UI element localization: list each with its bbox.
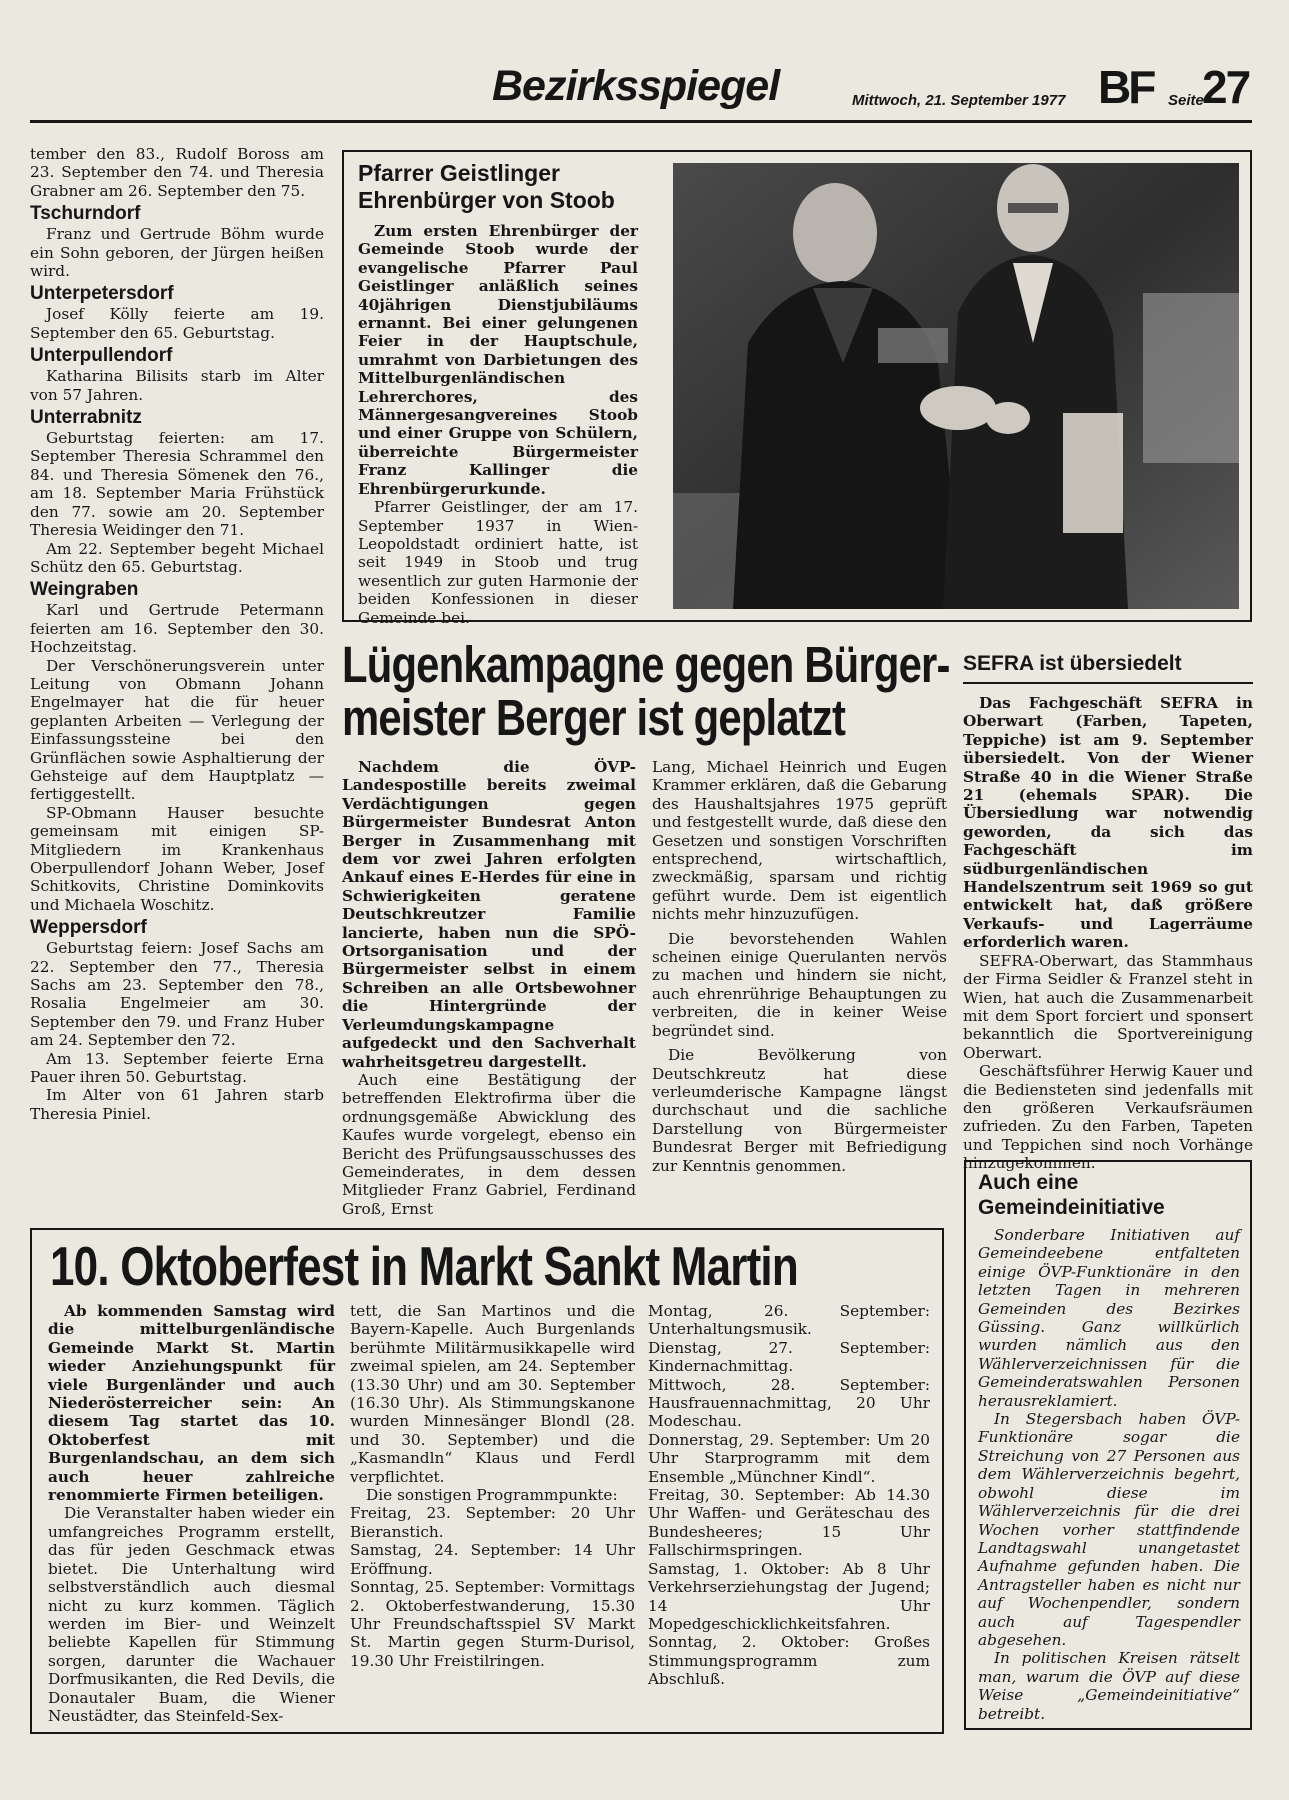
sefra-headline: SEFRA ist übersiedelt (963, 652, 1253, 684)
schedule-item: Sonntag, 2. Oktober: Großes Stimmungsprogramm zum Abschluß. (648, 1633, 930, 1689)
paragraph: Der Verschönerungsverein unter Leitung von Obmann Johann Engelmayer hat die für heuer geplanten Arbeiten — Verlegung der Einfassungssteine bei den Grünflächen sowie Asphaltierung der Gehsteige auf dem Hauptplatz — fertiggestellt. (30, 656, 324, 804)
schedule-item: Samstag, 1. Oktober: Ab 8 Uhr Verkehrserziehungstag der Jugend; 14 Uhr Mopedgeschicklichkeitsfahren. (648, 1559, 930, 1633)
schedule-item: Dienstag, 27. September: Kindernachmittag. (648, 1338, 930, 1376)
section-heading-weingraben: Weingraben (30, 579, 139, 601)
schedule-item: Freitag, 23. September: 20 Uhr Bieranstich. (350, 1504, 635, 1541)
page-number: 27 (1202, 61, 1250, 113)
main-headline-line1: Lügenkampagne gegen Bürger- (342, 636, 950, 693)
paragraph: Die Bevölkerung von Deutschkreutz hat diese verleumderische Kampagne längst durchschaut und die sachliche Darstellung von Bürgermeister Bundesrat Berger mit Befriedigung zur Kenntnis genommen. (652, 1046, 947, 1175)
stoob-headline: Pfarrer Geistlinger Ehrenbürger von Stoob (358, 160, 615, 213)
paragraph: Die sonstigen Programmpunkte: (366, 1486, 618, 1505)
paragraph: Franz und Gertrude Böhm wurde ein Sohn geboren, der Jürgen heißen wird. (30, 225, 324, 281)
paragraph: Josef Kölly feierte am 19. September den 65. Geburtstag. (30, 305, 324, 342)
section-title: Bezirksspiegel (492, 62, 780, 110)
paragraph: In Stegersbach haben ÖVP-Funktionäre sogar die Streichung von 27 Personen aus dem Wählerverzeichnis begehrt, obwohl diese im Wählerverzeichnis für die drei Wochen vorher stattfindende Landtagswahl unangetastet Aufnahme gefunden haben. Die Antragsteller haben es nicht nur auf Wochenpendler, sondern auch auf Tagespendler abgesehen. (978, 1410, 1240, 1649)
oktoberfest-lead: Ab kommenden Samstag wird die mittelburgenländische Gemeinde Markt St. Martin wieder Anziehungspunkt für viele Burgenländer und auch Niederösterreicher sein: An diesem Tag startet das 10. Oktoberfest mit Burgenlandschau, an dem sich auch heuer zahlreiche renommierte Firmen beteiligen. (48, 1302, 335, 1505)
paragraph: In politischen Kreisen rätselt man, warum die ÖVP auf diese Weise „Gemeindeinitiative“ betreibt. (978, 1649, 1240, 1723)
paragraph: SP-Obmann Hauser besuchte gemeinsam mit einigen SP-Mitgliedern im Krankenhaus Oberpullendorf Johann Weber, Josef Schitkovits, Christine Dominkovits und Michaela Woschitz. (30, 803, 324, 914)
section-heading-unterpetersdorf: Unterpetersdorf (30, 283, 174, 305)
section-heading-weppersdorf: Weppersdorf (30, 917, 147, 939)
schedule-item: Donnerstag, 29. September: Um 20 Uhr Starprogramm mit dem Ensemble „Münchner Kindl“. (648, 1430, 930, 1486)
paragraph: Am 13. September feierte Erna Pauer ihren 50. Geburtstag. (30, 1049, 324, 1087)
paragraph: Lang, Michael Heinrich und Eugen Krammer erklären, daß die Gebarung des Haushaltsjahres 1975 geprüft und festgestellt wurde, daß diese den Gesetzen und sonstigen Vorschriften entsprechend, wirtschaftlich, zweckmäßig, sparsam und richtig geführt wurde. Dem ist eigentlich nichts mehr hinzuzufügen. (652, 758, 947, 924)
main-story-column-1 (342, 758, 636, 1218)
issue-date: Mittwoch, 21. September 1977 (852, 92, 1066, 109)
initiative-headline: Auch eine Gemeindeinitiative (978, 1171, 1165, 1219)
main-headline-line2: meister Berger ist geplatzt (342, 689, 846, 746)
main-story-column-2 (652, 758, 947, 1175)
oktoberfest-column-3 (648, 1302, 930, 1689)
left-intro: tember den 83., Rudolf Boross am 23. September den 74. und Theresia Grabner am 26. September den 75. (30, 145, 324, 200)
schedule-item: Sonntag, 25. September: Vormittags 2. Oktoberfestwanderung, 15.30 Uhr Freundschaftsspiel SV Markt St. Martin gegen Sturm-Durisol, 19.30 Uhr Freistilringen. (350, 1578, 635, 1670)
oktoberfest-column-2 (350, 1302, 635, 1670)
paragraph: Katharina Bilisits starb im Alter von 57 Jahren. (30, 367, 324, 404)
paragraph: Sonderbare Initiativen auf Gemeindeebene entfalteten einige ÖVP-Funktionäre in den letzten Tagen in mehreren Gemeinden des Bezirkes Güssing. Ganz willkürlich wurden nämlich aus den Wählerverzeichnissen für die Gemeinderatswahlen Personen herausreklamiert. (978, 1226, 1240, 1410)
paragraph: Am 22. September begeht Michael Schütz den 65. Geburtstag. (30, 539, 324, 576)
paragraph: Geschäftsführer Herwig Kauer und die Bediensteten sind jedenfalls mit den größeren Verkaufsräumen zufrieden. Zu den Farben, Tapeten und Teppichen sind noch Vorhänge hinzugekommen. (963, 1062, 1253, 1173)
schedule-item: Montag, 26. September: Unterhaltungsmusik. (648, 1302, 930, 1339)
paragraph: Die bevorstehenden Wahlen scheinen einige Querulanten nervös zu machen und hindern sie nicht, auch ehrenrührige Behauptungen zu verbreiten, die in keiner Weise begründet sind. (652, 929, 947, 1040)
section-heading-unterpullendorf: Unterpullendorf (30, 345, 173, 367)
paragraph: Im Alter von 61 Jahren starb Theresia Piniel. (30, 1086, 324, 1123)
schedule-item: Freitag, 30. September: Ab 14.30 Uhr Waffen- und Geräteschau des Bundesheeres; 15 Uhr Fallschirmspringen. (648, 1486, 930, 1560)
main-story-lead: Nachdem die ÖVP-Landespostille bereits zweimal Verdächtigungen gegen Bürgermeister Bundesrat Anton Berger in Zusammenhang mit dem vor zwei Jahren erfolgten Ankauf eines E-Herdes für eine in Schwierigkeiten geratene Deutschkreutzer Familie lancierte, haben nun die SPÖ-Ortsorganisation und der Bürgermeister selbst in einem Schreiben an alle Ortsbewohner die Hintergründe der Verleumdungskampagne aufgedeckt und den Sachverhalt wahrheitsgetreu dargestellt. (342, 758, 636, 1071)
paragraph: Karl und Gertrude Petermann feierten am 16. September den 30. Hochzeitstag. (30, 601, 324, 657)
paragraph: Geburtstag feiern: Josef Sachs am 22. September den 77., Theresia Sachs am 23. September den 78., Rosalia Engelmeier am 30. September den 79. und Franz Huber am 24. September den 72. (30, 939, 324, 1050)
page-label: Seite (1168, 92, 1204, 109)
section-heading-tschurndorf: Tschurndorf (30, 203, 141, 225)
masthead-logo: BF (1098, 61, 1154, 113)
sefra-lead: Das Fachgeschäft SEFRA in Oberwart (Farben, Tapeten, Teppiche) ist am 9. September übersiedelt. Von der Wiener Straße 40 in die Wiener Straße 21 (ehemals SPAR). Die Übersiedlung war notwendig geworden, da sich das Fachgeschäft im südburgenländischen Handelszentrum seit 1969 so gut entwickelt hat, daß größere Verkaufs- und Lagerräume erforderlich waren. (963, 694, 1253, 952)
stoob-paragraph: Pfarrer Geistlinger, der am 17. September 1937 in Wien-Leopoldstadt ordiniert hatte, ist seit 1949 in Stoob und trug wesentlich zur guten Harmonie der beiden Konfessionen in dieser Gemeinde bei. (358, 498, 638, 627)
section-heading-unterrabnitz: Unterrabnitz (30, 407, 142, 429)
paragraph: Geburtstag feierten: am 17. September Theresia Schrammel den 84. und Theresia Sömenek den 76., am 18. September Maria Frühstück den 77. sowie am 20. September Theresia Weidinger den 71. (30, 429, 324, 540)
ceremony-photo (673, 163, 1239, 609)
paragraph: tett, die San Martinos und die Bayern-Kapelle. Auch Burgenlands berühmte Militärmusikkapelle wird zweimal spielen, am 24. September (13.30 Uhr) und am 30. September (16.30 Uhr). Als Stimmungskanone wurden Minnesänger Blondl (28. und 30. September) und die „Kasmandln“ Klaus und Ferdl verpflichtet. (350, 1302, 635, 1486)
stoob-lead: Zum ersten Ehrenbürger der Gemeinde Stoob wurde der evangelische Pfarrer Paul Geistlinger anläßlich seines 40jährigen Dienstjubiläums ernannt. Bei einer gelungenen Feier in der Hauptschule, umrahmt von Darbietungen des Mittelburgenländischen Lehrerchores, des Männergesangvereines Stoob und einer Gruppe von Schülern, überreichte Bürgermeister Franz Kallinger die Ehrenbürgerurkunde. (358, 222, 638, 498)
paragraph: SEFRA-Oberwart, das Stammhaus der Firma Seidler & Franzel steht in Wien, hat auch die Zusammenarbeit mit dem Sport forciert und sponsert bekanntlich die Sportvereinigung Oberwart. (963, 951, 1253, 1062)
main-headline (342, 636, 950, 746)
paragraph: Auch eine Bestätigung der betreffenden Elektrofirma über die ordnungsgemäße Abwicklung des Kaufes wurde vorgelegt, ebenso ein Bericht des Prüfungsausschusses des Gemeinderates, in dem dessen Mitglieder Franz Gabriel, Ferdinand Groß, Ernst (342, 1070, 636, 1218)
initiative-body (978, 1226, 1240, 1723)
schedule-item: Samstag, 24. September: 14 Uhr Eröffnung. (350, 1541, 635, 1578)
header-rule (30, 120, 1252, 123)
stoob-body (358, 222, 638, 627)
oktoberfest-headline: 10. Oktoberfest in Markt Sankt Martin (50, 1235, 798, 1297)
paragraph: Die Veranstalter haben wieder ein umfangreiches Programm erstellt, das für jeden Geschmack etwas bietet. Die Unterhaltung wird selbstverständlich auch diesmal nicht zu kurz kommen. Täglich werden im Bier- und Weinzelt beliebte Kapellen für Stimmung sorgen, darunter die Wachauer Dorfmusikanten, die Red Devils, die Donautaler Buam, die Wiener Neustädter, das Steinfeld-Sex- (48, 1504, 335, 1725)
schedule-item: Mittwoch, 28. September: Hausfrauennachmittag, 20 Uhr Modeschau. (648, 1375, 930, 1431)
left-column (30, 145, 324, 1123)
sefra-body (963, 694, 1253, 1173)
oktoberfest-column-1 (48, 1302, 335, 1725)
